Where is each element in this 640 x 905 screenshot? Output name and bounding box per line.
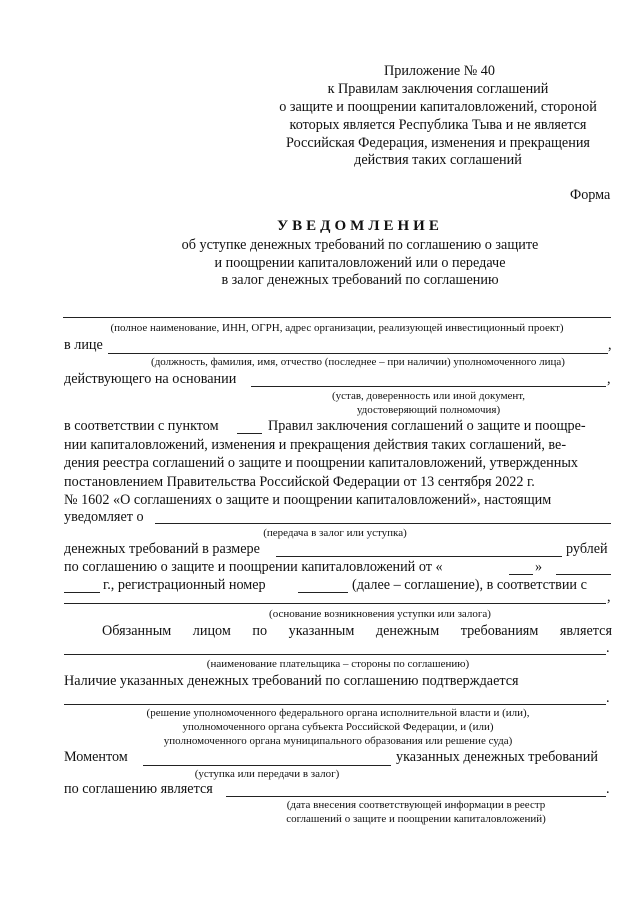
registration-number-blank[interactable] bbox=[298, 592, 348, 593]
transfer-hint: (передача в залог или уступка) bbox=[263, 527, 407, 539]
decision-hint-3: уполномоченного органа муниципального образования или решение суда) bbox=[163, 735, 513, 747]
document-title: УВЕДОМЛЕНИЕ bbox=[277, 218, 443, 234]
payer-hint: (наименование плательщика – стороны по соглашению) bbox=[206, 658, 470, 670]
registry-hint-1: (дата внесения соответствующей информации в реестр bbox=[286, 799, 546, 811]
moment-blank[interactable] bbox=[143, 765, 391, 766]
agreement-year-blank[interactable] bbox=[64, 592, 100, 593]
moment-hint: (уступка или передачи в залог) bbox=[194, 768, 340, 780]
paragraph-line-5: № 1602 «О соглашениях о защите и поощрении капиталовложений», настоящим bbox=[64, 492, 552, 508]
registry-hint-2: соглашений о защите и поощрении капиталовложений) bbox=[286, 813, 546, 825]
under-agreement-label: по соглашению является bbox=[64, 781, 213, 797]
basis-hint-2: удостоверяющий полномочия) bbox=[356, 404, 501, 416]
decision-hint-2: уполномоченного органа субъекта Российской Федерации, и (или) bbox=[182, 721, 494, 733]
in-person-label: в лице bbox=[64, 337, 103, 353]
registration-label: г., регистрационный номер bbox=[103, 577, 266, 593]
payer-blank[interactable] bbox=[64, 654, 606, 655]
grounds-hint: (основание возникновения уступки или залога) bbox=[269, 608, 491, 620]
subtitle-line-3: в залог денежных требований по соглашению bbox=[221, 272, 499, 288]
clause-text-a: в соответствии с пунктом bbox=[64, 418, 219, 434]
paragraph-line-3: дения реестра соглашений о защите и поощрении капиталовложений, утвержденных bbox=[64, 455, 578, 471]
org-hint: (полное наименование, ИНН, ОГРН, адрес организации, реализующей инвестиционный проект) bbox=[110, 322, 564, 334]
grounds-blank[interactable] bbox=[64, 603, 606, 604]
notifies-label: уведомляет о bbox=[64, 509, 144, 525]
org-blank-line[interactable] bbox=[63, 317, 611, 318]
clause-text-b: Правил заключения соглашений о защите и поощре- bbox=[268, 418, 586, 434]
amount-label: денежных требований в размере bbox=[64, 541, 260, 557]
annex-line-2: к Правилам заключения соглашений bbox=[327, 81, 549, 97]
payer-dot: . bbox=[606, 640, 610, 656]
annex-line-6: действия таких соглашений bbox=[354, 152, 522, 168]
annex-line-3: о защите и поощрении капиталовложений, стороной bbox=[279, 99, 597, 115]
subtitle-line-2: и поощрении капиталовложений или о передаче bbox=[214, 255, 506, 271]
person-comma: , bbox=[608, 337, 612, 353]
basis-hint-1: (устав, доверенность или иной документ, bbox=[331, 390, 526, 402]
moment-label: Моментом bbox=[64, 749, 128, 765]
person-blank-line[interactable] bbox=[108, 353, 608, 354]
person-hint: (должность, фамилия, имя, отчество (последнее – при наличии) уполномоченного лица) bbox=[151, 356, 565, 368]
annex-line-1: Приложение № 40 bbox=[384, 63, 495, 79]
registry-dot: . bbox=[606, 781, 610, 797]
transfer-type-blank[interactable] bbox=[155, 523, 611, 524]
agreement-month-blank[interactable] bbox=[556, 574, 611, 575]
moment-claims-label: указанных денежных требований bbox=[396, 749, 598, 765]
basis-blank-line[interactable] bbox=[251, 386, 606, 387]
grounds-comma: , bbox=[607, 589, 611, 605]
annex-line-4: которых является Республика Тыва и не является bbox=[289, 117, 587, 133]
paragraph-line-4: постановлением Правительства Российской Федерации от 13 сентября 2022 г. bbox=[64, 474, 535, 490]
annex-line-5: Российская Федерация, изменения и прекращения bbox=[286, 135, 590, 151]
subtitle-line-1: об уступке денежных требований по соглашению о защите bbox=[181, 237, 539, 253]
agreement-quote-close: » bbox=[535, 559, 543, 575]
acting-basis-label: действующего на основании bbox=[64, 371, 237, 387]
hereinafter-label: (далее – соглашение), в соответствии с bbox=[352, 577, 587, 593]
decision-dot: . bbox=[606, 690, 610, 706]
clause-number-blank[interactable] bbox=[237, 433, 262, 434]
paragraph-line-2: нии капиталовложений, изменения и прекращения действия таких соглашений, ве- bbox=[64, 437, 567, 453]
agreement-date-label: по соглашению о защите и поощрении капиталовложений от « bbox=[64, 559, 443, 575]
basis-comma: , bbox=[607, 371, 611, 387]
form-label: Форма bbox=[570, 187, 611, 203]
obligor-line: Обязанным лицом по указанным денежным требованиям является bbox=[102, 623, 612, 639]
presence-label: Наличие указанных денежных требований по соглашению подтверждается bbox=[64, 673, 519, 689]
rubles-label: рублей bbox=[566, 541, 608, 557]
decision-hint-1: (решение уполномоченного федерального органа исполнительной власти и (или), bbox=[146, 707, 530, 719]
registry-date-blank[interactable] bbox=[226, 796, 606, 797]
decision-blank[interactable] bbox=[64, 704, 606, 705]
agreement-day-blank[interactable] bbox=[509, 574, 533, 575]
amount-blank[interactable] bbox=[276, 556, 562, 557]
